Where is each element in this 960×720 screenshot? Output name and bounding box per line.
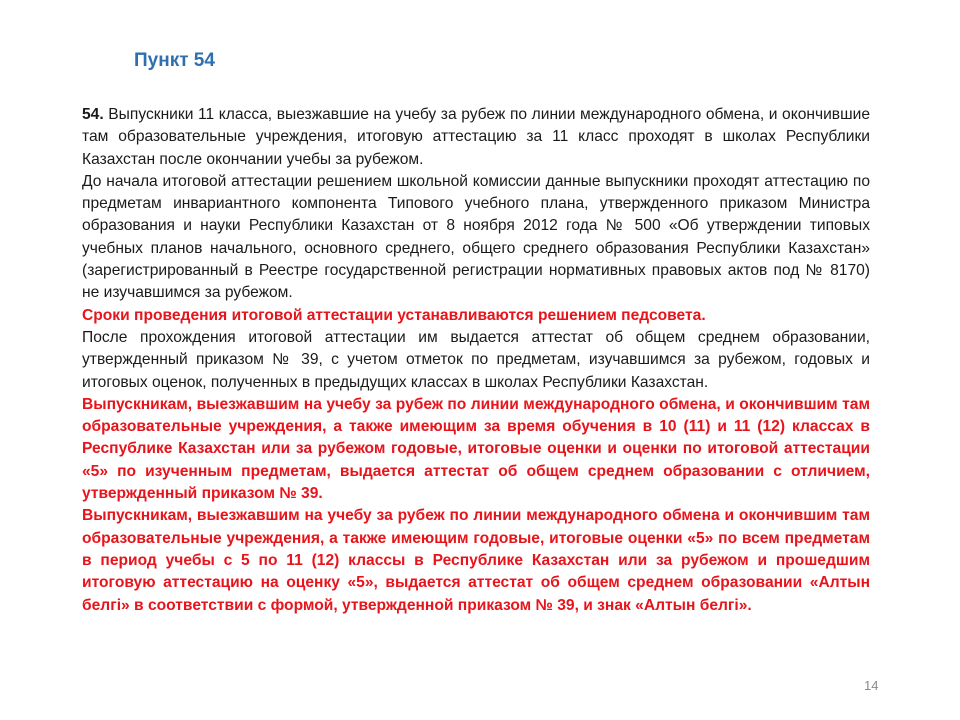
document-body	[82, 104, 870, 617]
paragraph-3-highlighted: Сроки проведения итоговой аттестации устанавливаются решением педсовета.	[82, 306, 706, 324]
paragraph-6-highlighted: Выпускникам, выезжавшим на учебу за рубеж по линии международного обмена и окончившим там образовательные учреждения, а также имеющим годовые, итоговые оценки «5» по всем предметам в период учебы с 5 по 11 (12) классы в Республике Казахстан или за рубежом и прошедшим итоговую аттестацию на оценку «5», выдается аттестат об общем среднем образовании «Алтын белгі» в соответствии с формой, утвержденной приказом № 39, и знак «Алтын белгі».	[82, 507, 870, 614]
paragraph-2: До начала итоговой аттестации решением школьной комиссии данные выпускники проходят аттестацию по предметам инвариантного компонента Типового учебного плана, утвержденного приказом Министра образования и науки Республики Казахстан от 8 ноября 2012 года № 500 «Об утверждении типовых учебных планов начального, основного среднего, общего среднего образования Республики Казахстан» (зарегистрированный в Реестре государственной регистрации нормативных правовых актов под № 8170) не изучавшимся за рубежом.	[82, 172, 870, 302]
paragraph-1	[82, 104, 870, 171]
clause-number: 54.	[82, 106, 104, 123]
slide-title: Пункт 54	[134, 50, 215, 71]
paragraph-1-text: Выпускники 11 класса, выезжавшие на учебу за рубеж по линии международного обмена, и окончившие там образовательные учреждения, итоговую аттестацию за 11 класс проходят в школах Республики Казахстан после окончании учебы за рубежом.	[82, 106, 870, 168]
paragraph-5-highlighted: Выпускникам, выезжавшим на учебу за рубеж по линии международного обмена, и окончившим там образовательные учреждения, а также имеющим за время обучения в 10 (11) и 11 (12) классах в Республике Казахстан или за рубежом годовые, итоговые оценки и оценки по итоговой аттестации «5» по изученным предметам, выдается аттестат об общем среднем образовании с отличием, утвержденный приказом № 39.	[82, 395, 870, 503]
page-number: 14	[864, 678, 879, 693]
paragraph-4: После прохождения итоговой аттестации им выдается аттестат об общем среднем образовании, утвержденный приказом № 39, с учетом отметок по предметам, изучавшимся за рубежом, годовых и итоговых оценок, полученных в предыдущих классах в школах Республики Казахстан.	[82, 328, 870, 391]
